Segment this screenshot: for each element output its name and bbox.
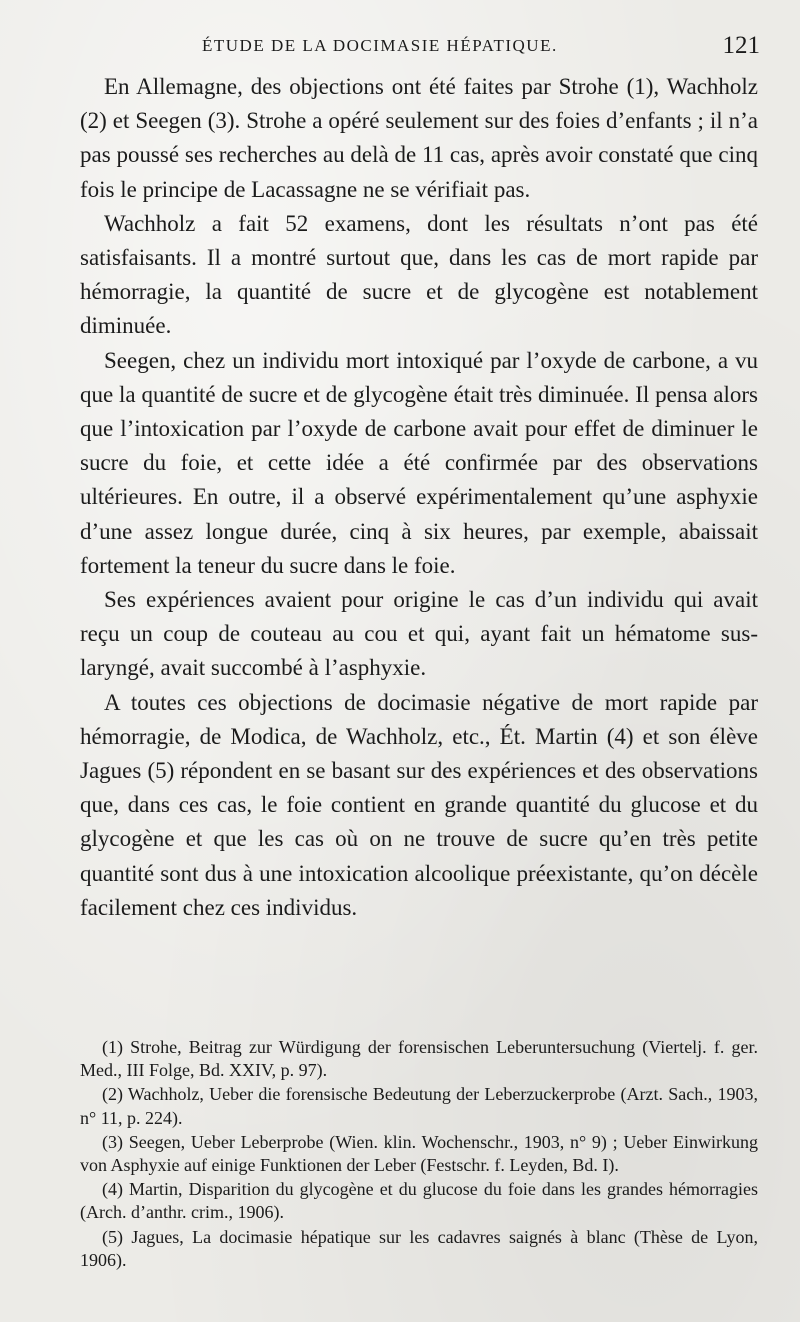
footnote: (4) Martin, Disparition du glycogène et du glucose du foie dans les grandes hémorragies (Arch. d’anthr. crim., 1906). bbox=[80, 1179, 758, 1223]
paragraph: Wachholz a fait 52 examens, dont les résultats n’ont pas été satisfaisants. Il a montré surtout que, dans les cas de mort rapide par hémorragie, la quantité de sucre et de glycogène est notablement diminuée. bbox=[80, 210, 758, 339]
footnote: (3) Seegen, Ueber Leberprobe (Wien. klin. Wochenschr., 1903, n° 9) ; Ueber Einwirkung von Asphyxie auf einige Funktionen der Leber (Festschr. f. Leyden, Bd. I). bbox=[80, 1131, 758, 1176]
paragraph: A toutes ces objections de docimasie négative de mort rapide par hémorragie, de Modica, de Wachholz, etc., Ét. Martin (4) et son élève Jagues (5) répondent en se basant sur des expériences et des observations que, dans ces cas, le foie contient en grande quantité du glucose et du glycogène et que les cas où on ne trouve de sucre qu’en très petite quantité sont dus à une intoxication alcoolique préexistante, qu’on décèle facilement chez ces individus. bbox=[80, 689, 758, 920]
footnotes bbox=[80, 1036, 758, 1272]
running-title: ÉTUDE DE LA DOCIMASIE HÉPATIQUE. bbox=[202, 36, 558, 55]
paragraph: En Allemagne, des objections ont été faites par Strohe (1), Wachholz (2) et Seegen (3). Strohe a opéré seulement sur des foies d’enfants ; il n’a pas poussé ses recherches au delà de 11 cas, après avoir constaté que cinq fois le principe de Lacassagne ne se vérifiait pas. bbox=[80, 74, 758, 202]
paragraph: Ses expériences avaient pour origine le cas d’un individu qui avait reçu un coup de couteau au cou et qui, ayant fait un hématome sus-laryngé, avait succombé à l’asphyxie. bbox=[80, 587, 758, 681]
paragraph: Seegen, chez un individu mort intoxiqué par l’oxyde de carbone, a vu que la quantité de sucre et de glycogène était très diminuée. Il pensa alors que l’intoxication par l’oxyde de carbone avait pour effet de diminuer le sucre du foie, et cette idée a été confirmée par des observations ultérieures. En outre, il a observé expérimentalement qu’une asphyxie d’une assez longue durée, cinq à six heures, par exemple, abaissait fortement la teneur du sucre dans le foie. bbox=[80, 347, 758, 578]
footnote: (1) Strohe, Beitrag zur Würdigung der forensischen Leberuntersuchung (Viertelj. f. ger. Med., III Folge, Bd. XXIV, p. 97). bbox=[80, 1037, 758, 1081]
main-text bbox=[80, 70, 758, 925]
page-number: 121 bbox=[722, 32, 760, 59]
footnote: (2) Wachholz, Ueber die forensische Bedeutung der Leberzuckerprobe (Arzt. Sach., 1903, n° 11, p. 224). bbox=[80, 1084, 758, 1128]
page-header bbox=[80, 34, 760, 64]
footnote: (5) Jagues, La docimasie hépatique sur les cadavres saignés à blanc (Thèse de Lyon, 1906). bbox=[80, 1226, 758, 1270]
